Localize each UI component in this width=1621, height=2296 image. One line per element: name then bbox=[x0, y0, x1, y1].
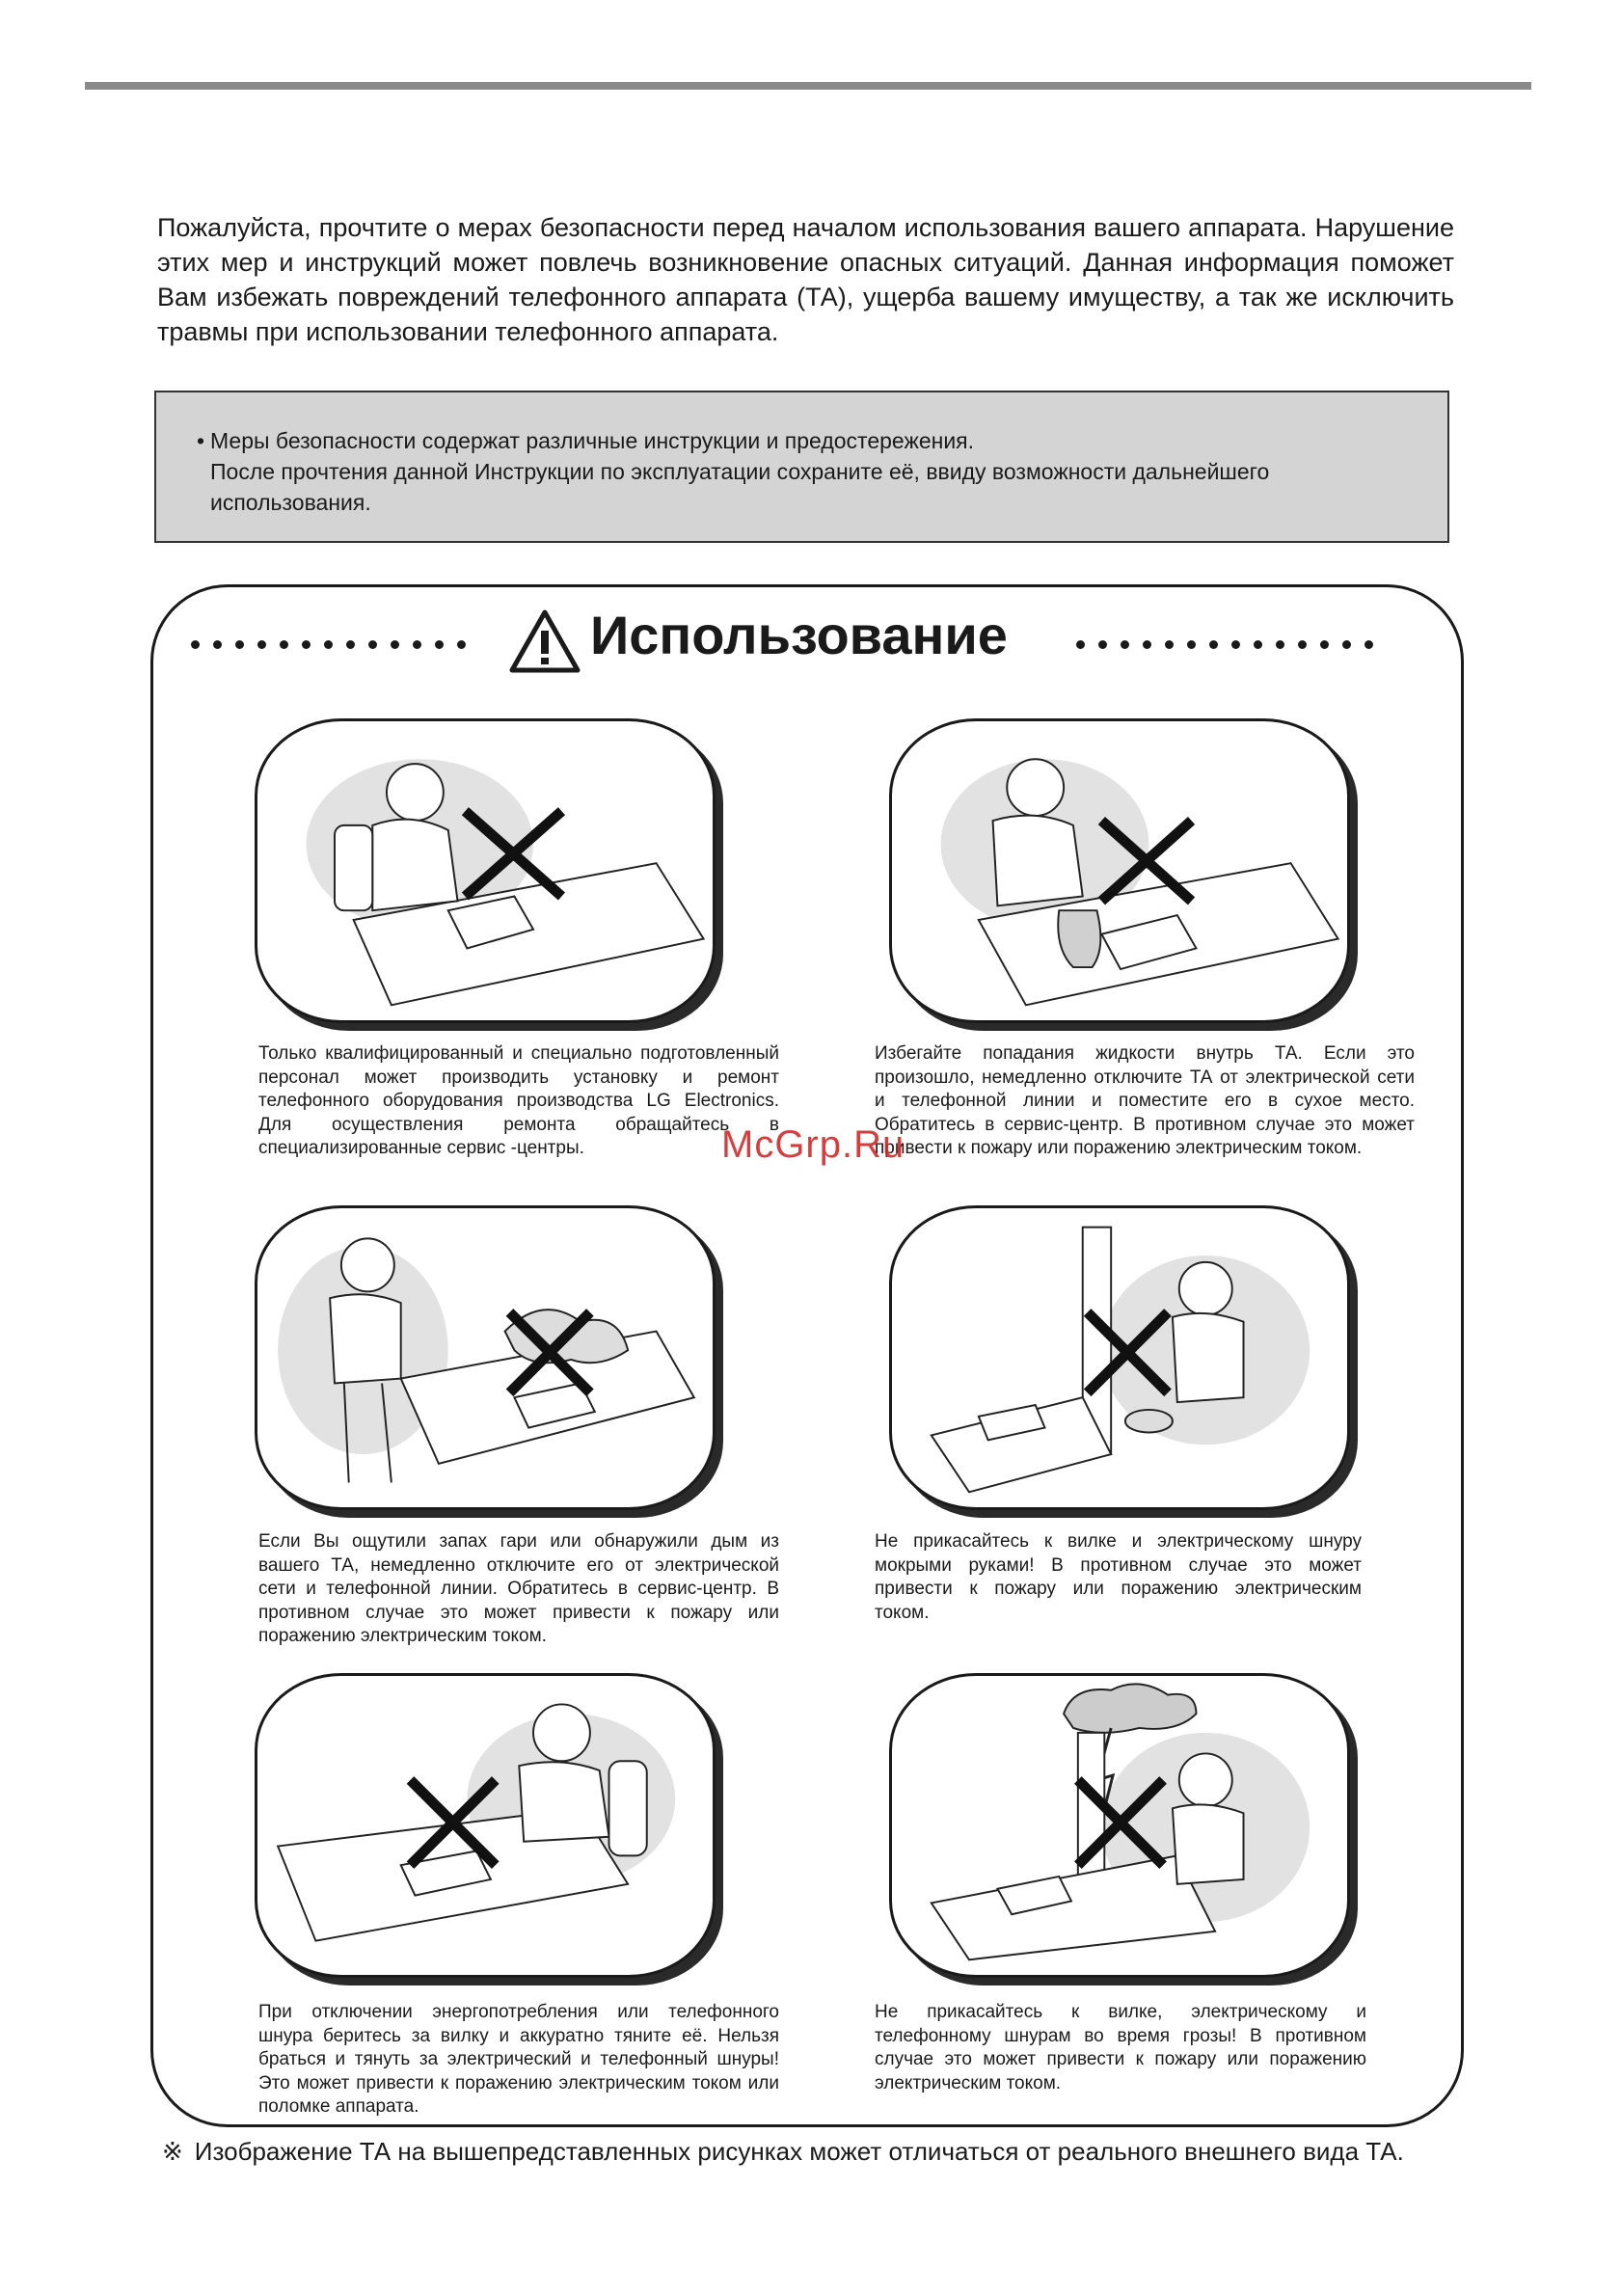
illustration-panel-cord bbox=[255, 1673, 716, 1978]
illustration-panel-storm bbox=[889, 1673, 1350, 1978]
notice-line-2: После прочтения данной Инструкции по эксплуатации сохраните её, ввиду возможности дальнейшего использования. bbox=[210, 459, 1270, 515]
caption-liquid: Избегайте попадания жидкости внутрь ТА. Если это произошло, немедленно отключите ТА от электрической сети и телефонной линии и поместите его в сухое место. Обратитесь в сервис-центр. В противном случае это может привести к пожару или поражению электрическим током. bbox=[875, 1043, 1415, 1158]
caption-smoke: Если Вы ощутили запах гари или обнаружили дым из вашего ТА, немедленно отключите его от электрической сети и телефонной линии. Обратитесь в сервис-центр. В противном случае это может привести к пожару или поражению электрическим током. bbox=[258, 1531, 779, 1646]
smoke-illustration bbox=[257, 1208, 713, 1507]
notice-line-1: Меры безопасности содержат различные инструкции и предостережения. bbox=[210, 428, 975, 453]
footnote-text: Изображение ТА на вышепредставленных рисунках может отличаться от реального внешнего вида ТА. bbox=[194, 2137, 1404, 2166]
cord-illustration bbox=[257, 1676, 713, 1975]
dotted-leader-right bbox=[1076, 636, 1423, 646]
section-title: Использование bbox=[590, 605, 1008, 665]
section-heading bbox=[0, 605, 1621, 687]
dotted-leader-left bbox=[191, 636, 480, 646]
top-rule bbox=[85, 82, 1531, 90]
caption-cord: При отключении энергопотребления или телефонного шнура беритесь за вилку и аккуратно тяните её. Нельзя браться и тянуть за электрический и телефонный шнуры! Это может привести к поражению электрическим током или поломке аппарата. bbox=[258, 2002, 779, 2117]
notice-box bbox=[154, 391, 1449, 543]
footnote-mark: ※ bbox=[162, 2137, 183, 2166]
illustration-panel-liquid bbox=[889, 718, 1350, 1023]
caption-wet-hands: Не прикасайтесь к вилке и электрическому шнуру мокрыми руками! В противном случае это может привести к пожару или поражению электрическим током. bbox=[875, 1531, 1362, 1623]
wet-hands-illustration bbox=[892, 1208, 1347, 1507]
warning-triangle-icon bbox=[509, 609, 581, 673]
watermark: McGrp.Ru bbox=[721, 1123, 905, 1166]
caption-repair: Только квалифицированный и специально подготовленный персонал может производить установку и ремонт телефонного оборудования производства LG Electronics. Для осуществления ремонта обращайтесь в специализированные сервис -центры. bbox=[258, 1043, 779, 1158]
intro-paragraph: Пожалуйста, прочтите о мерах безопасности перед началом использования вашего аппарата. Нарушение этих мер и инструкций может повлечь возникновение опасных ситуаций. Данная информация поможет Вам избежать повреждений телефонного аппарата (ТА), ущерба вашему имуществу, а так же исключить травмы при использовании телефонного аппарата. bbox=[157, 213, 1454, 346]
illustration-panel-wet-hands bbox=[889, 1205, 1350, 1510]
illustration-panel-smoke bbox=[255, 1205, 716, 1510]
illustration-panel-repair bbox=[255, 718, 716, 1023]
footnote bbox=[162, 2135, 1512, 2168]
caption-storm: Не прикасайтесь к вилке, электрическому и телефонному шнурам во время грозы! В противном случае это может привести к пожару или поражению электрическим током. bbox=[875, 2002, 1366, 2093]
storm-illustration bbox=[892, 1676, 1347, 1975]
repair-illustration bbox=[257, 721, 713, 1020]
notice-bullet: • bbox=[197, 428, 205, 453]
liquid-illustration bbox=[892, 721, 1347, 1020]
